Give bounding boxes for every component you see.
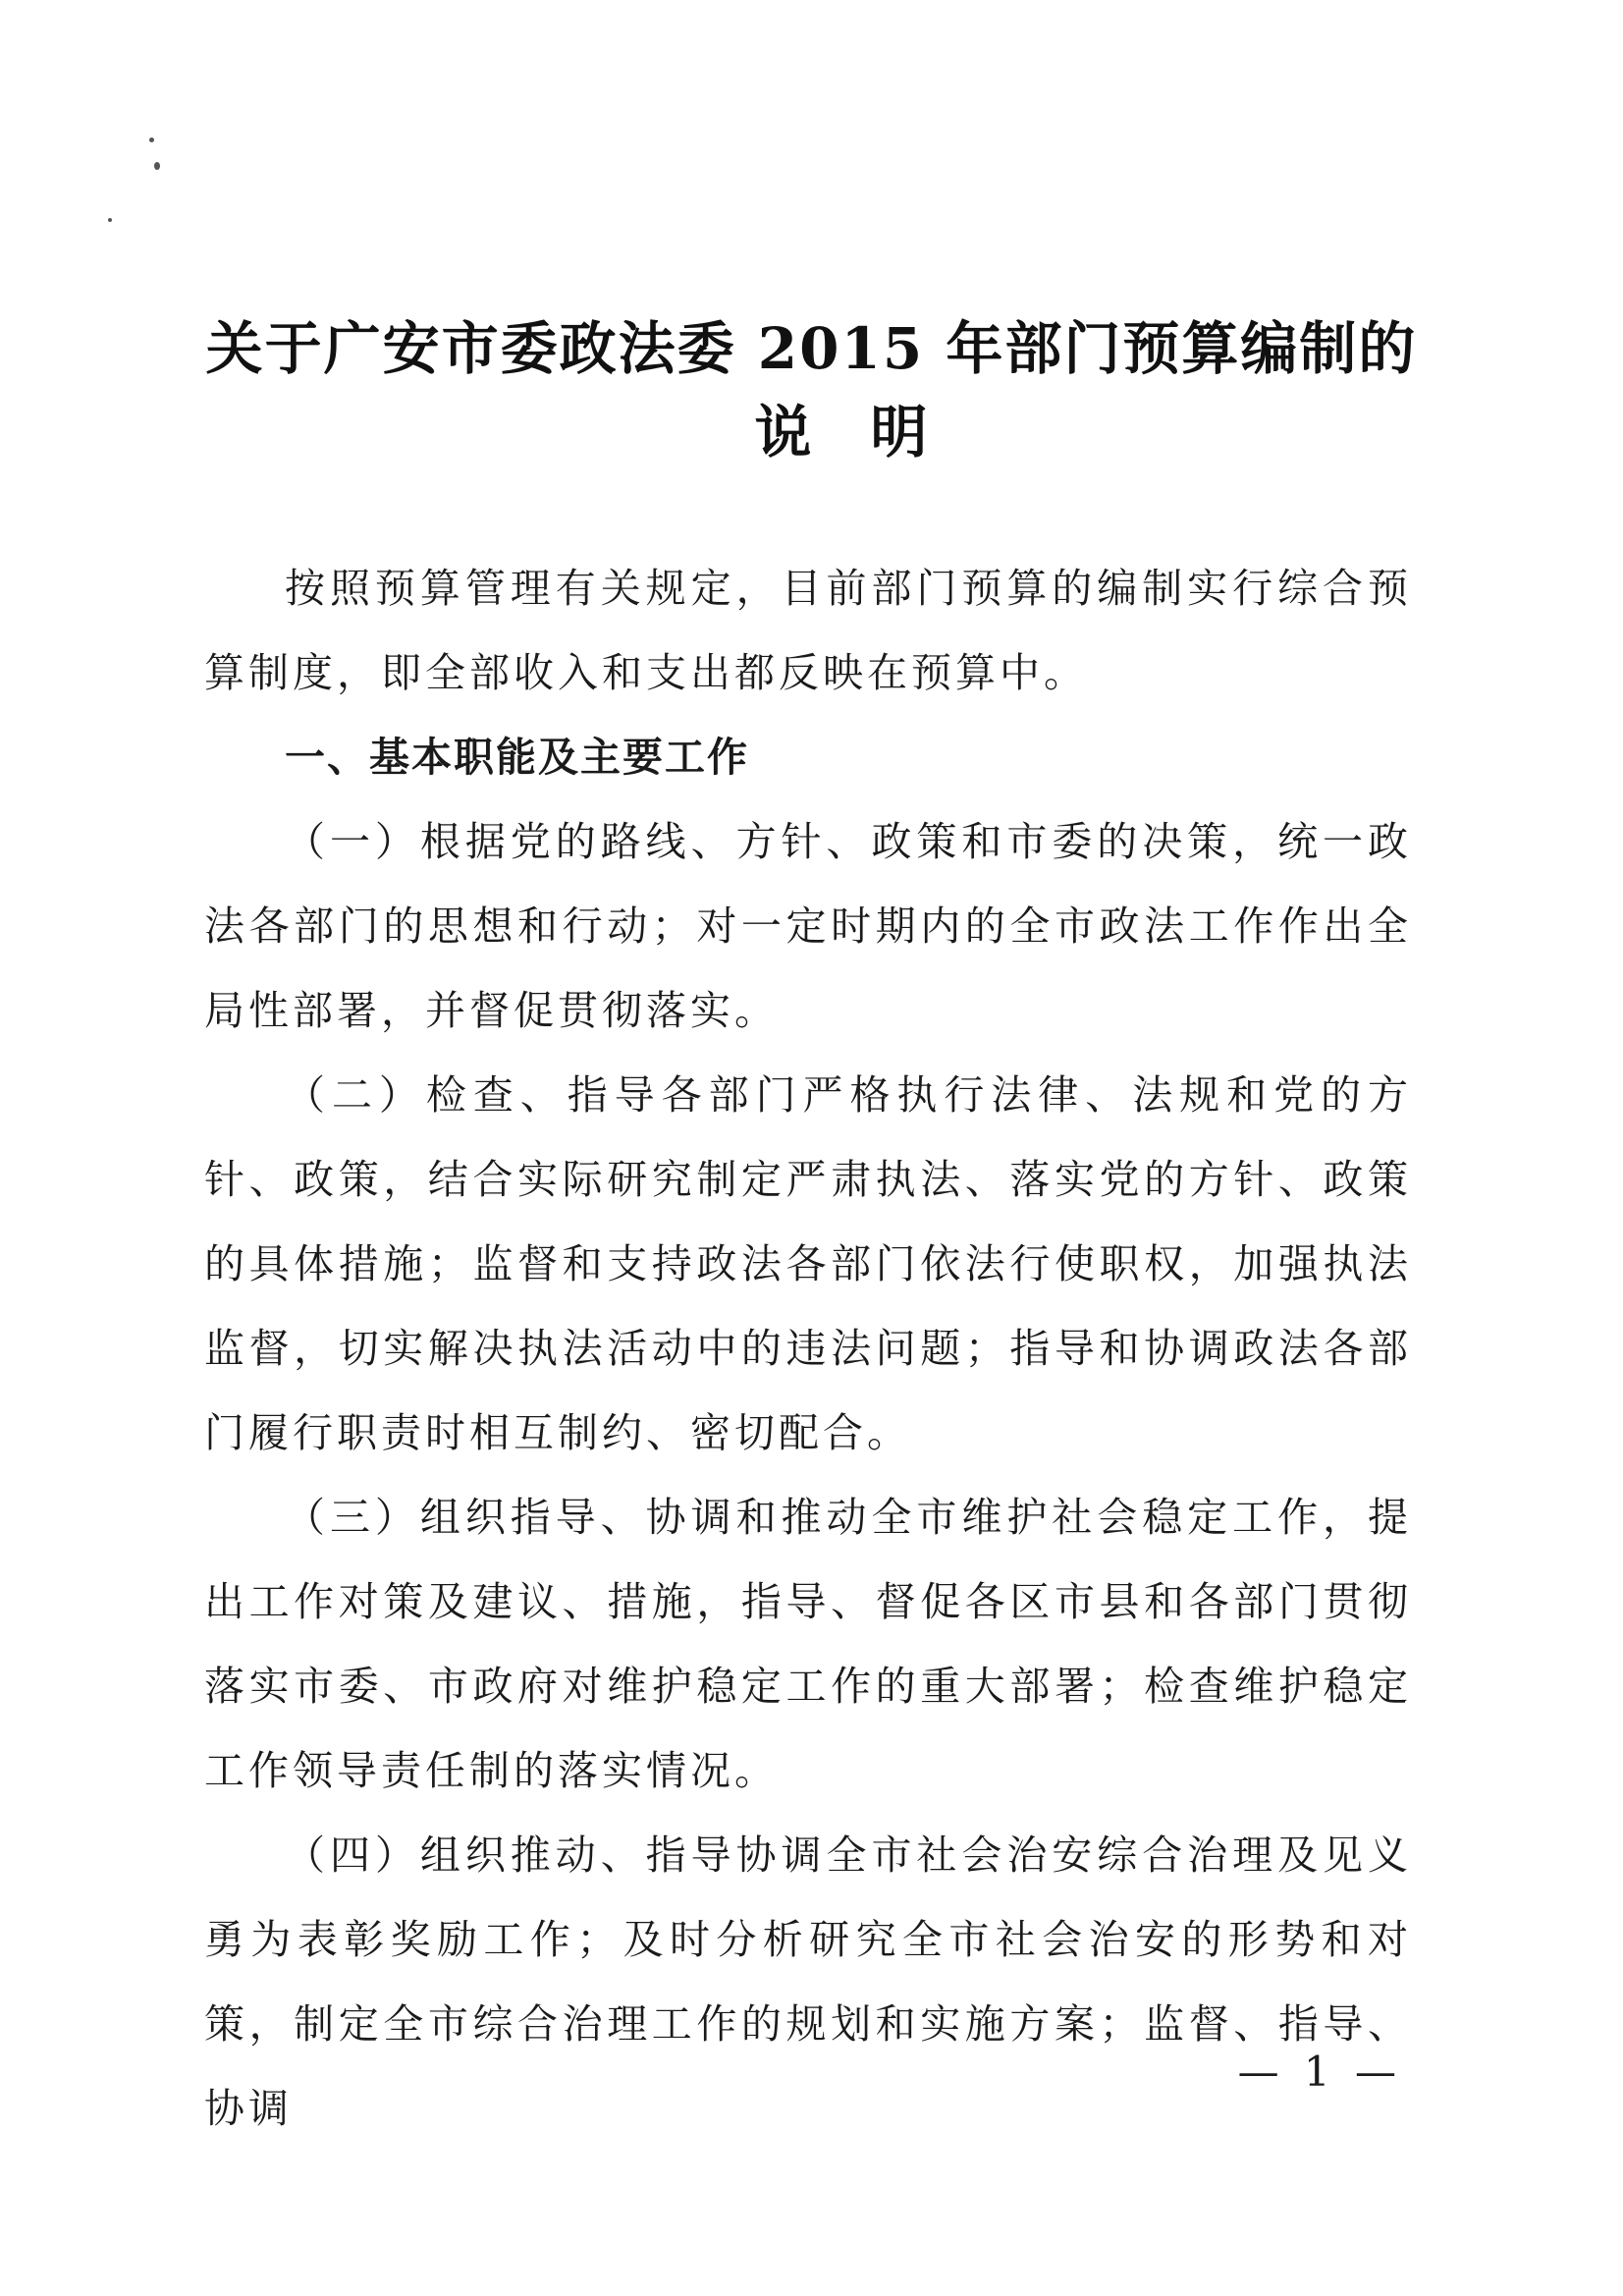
document-title-line-2: 说明 <box>754 399 987 465</box>
page-number: — 1 — <box>1237 2048 1402 2096</box>
item-paragraph-2: （二）检查、指导各部门严格执行法律、法规和党的方针、政策，结合实际研究制定严肃执法、落实党的方针、政策的具体措施；监督和支持政法各部门依法行使职权，加强执法监督，切实解决执法活动中的违法问题；指导和协调政法各部门履行职责时相互制约、密切配合。 <box>204 1071 1412 1456</box>
item-paragraph-3: （三）组织指导、协调和推动全市维护社会稳定工作，提出工作对策及建议、措施，指导、督促各区市县和各部门贯彻落实市委、市政府对维护稳定工作的重大部署；检查维护稳定工作领导责任制的落实情况。 <box>204 1494 1412 1794</box>
document-title-line-1: 关于广安市委政法委 2015 年部门预算编制的 <box>205 315 1418 382</box>
item-paragraph-1: （一）根据党的路线、方针、政策和市委的决策，统一政法各部门的思想和行动；对一定时期内的全市政法工作作出全局性部署，并督促贯彻落实。 <box>204 818 1412 1034</box>
section-heading: 一、基本职能及主要工作 <box>285 734 749 781</box>
scan-mark <box>108 218 112 222</box>
intro-paragraph: 按照预算管理有关规定，目前部门预算的编制实行综合预算制度，即全部收入和支出都反映在预算中。 <box>204 565 1412 696</box>
scan-mark <box>154 162 160 170</box>
document-body <box>204 546 1412 2151</box>
scan-mark <box>149 137 154 142</box>
item-paragraph-4: （四）组织推动、指导协调全市社会治安综合治理及见义勇为表彰奖励工作；及时分析研究全市社会治安的形势和对策，制定全市综合治理工作的规划和实施方案；监督、指导、协调 <box>204 1831 1412 2132</box>
